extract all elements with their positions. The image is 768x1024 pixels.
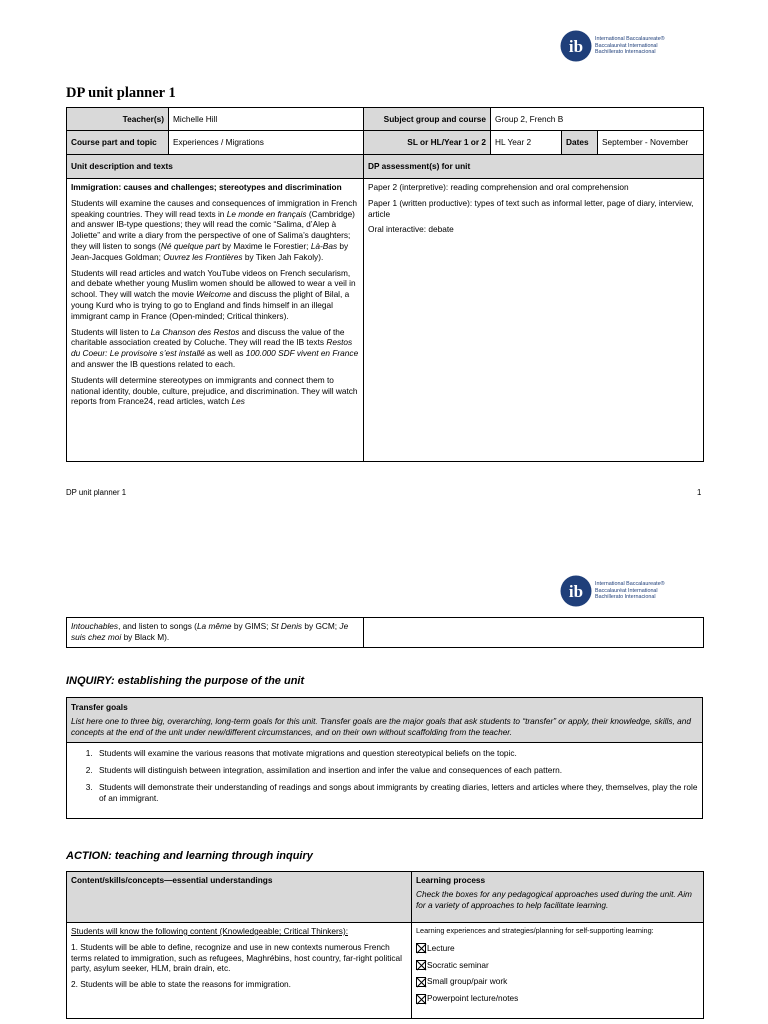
level-value: HL Year 2 — [491, 131, 562, 155]
checkbox-lecture[interactable]: Lecture — [416, 943, 699, 954]
action-heading: ACTION: teaching and learning through inquiry — [66, 850, 313, 862]
know-heading: Students will know the following content (Knowledgeable; Critical Thinkers): — [71, 926, 349, 936]
logo-line: Bachillerato Internacional — [595, 594, 656, 601]
checked-checkbox-icon[interactable] — [416, 994, 426, 1004]
unit-paragraph: Students will read articles and watch YouTube videos on French secularism, and debate whether young Muslim women should be allowed to wear a veil in school. They will watch the movie Welcome and discuss the plight of Bilal, a young Kurd who is trying to go to England and finds himself in an illegal immigrant camp in France (Open-minded; Critical thinkers). — [71, 267, 356, 321]
teacher-value: Michelle Hill — [169, 108, 364, 131]
transfer-goals-label: Transfer goals — [71, 702, 128, 712]
checkbox-socratic-seminar[interactable]: Socratic seminar — [416, 960, 699, 971]
ib-logo-icon — [560, 30, 592, 62]
unit-paragraph: Students will listen to La Chanson des Restos and discuss the value of the charitable association created by Coluche. They will read the IB texts Restos du Coeur: Le provisoire s’est installé as well as 100.000 SDF vivent en France and answer the IB questions related to each. — [71, 326, 359, 369]
list-item: 1. Students will be able to define, recognize and use in new contexts numerous French terms related to immigration, such as refugees, Maghrébins, host country, far-right political party, asylum seeker, HLM, brain drain, etc. — [71, 941, 402, 974]
page-title: DP unit planner 1 — [66, 85, 176, 101]
checked-checkbox-icon[interactable] — [416, 977, 426, 987]
checked-checkbox-icon[interactable] — [416, 960, 426, 970]
unit-planner-table-continued — [66, 617, 704, 648]
course-value: Experiences / Migrations — [169, 131, 364, 155]
list-item: 3. Students will demonstrate their understanding of readings and songs about immigrants by creating diaries, letters and articles where they, themselves, play the role of an immigrant. — [95, 782, 698, 804]
teacher-label: Teacher(s) — [67, 108, 169, 131]
learning-process-label: Learning process — [416, 875, 486, 885]
assessment-item: Paper 2 (interpretive): reading comprehension and oral comprehension — [368, 182, 629, 192]
unit-heading: Immigration: causes and challenges; stereotypes and discrimination — [71, 182, 342, 192]
transfer-goals-table — [66, 697, 703, 819]
list-item: 1. Students will examine the various reasons that motivate migrations and question stereotypical beliefs on the topic. — [95, 748, 698, 759]
content-label: Content/skills/concepts—essential understandings — [67, 872, 412, 923]
unit-paragraph: Students will determine stereotypes on immigrants and connect them to national identity, double, culture, prejudice, and discrimination. They will watch reports from France24, read articles, watch Les — [71, 374, 358, 407]
action-table — [66, 871, 704, 1019]
logo-line: International Baccalaureate® — [595, 581, 665, 588]
transfer-goals-header — [67, 698, 703, 743]
checkbox-powerpoint[interactable]: Powerpoint lecture/notes — [416, 993, 699, 1004]
list-item: 2. Students will be able to state the reasons for immigration. — [71, 979, 291, 990]
learning-process-description: Check the boxes for any pedagogical approaches used during the unit. Aim for a variety of approaches to help facilitate learning. — [416, 888, 692, 910]
unit-description-label: Unit description and texts — [67, 155, 364, 179]
unit-paragraph: Students will examine the causes and consequences of immigration in French speaking countries. They will read texts in Le monde en français (Cambridge) and answer IB-type questions; they will read the comic “Salima, d’Alep à Joliette” and write a diary from the perspective of one of Salima’s daughters; they will listen to songs (Né quelque part by Maxime le Forestier; Là-Bas by Jean-Jacques Goldman; Ouvrez les Frontières by Tiken Jah Fakoly). — [71, 197, 357, 262]
content-cell — [67, 923, 412, 1019]
subject-value: Group 2, French B — [491, 108, 704, 131]
logo-glyph: ib — [568, 37, 584, 56]
assessment-continued — [364, 618, 704, 648]
list-item: 2. Students will distinguish between integration, assimilation and insertion and infer the value and consequences of each pattern. — [95, 765, 698, 776]
page-number: 1 — [697, 488, 702, 497]
level-label: SL or HL/Year 1 or 2 — [364, 131, 491, 155]
assessment-label: DP assessment(s) for unit — [364, 155, 704, 179]
dates-label: Dates — [562, 131, 598, 155]
learning-experiences-heading: Learning experiences and strategies/planning for self-supporting learning: — [416, 926, 654, 935]
ib-logo — [560, 30, 665, 62]
transfer-goals-list-cell — [67, 743, 703, 819]
learning-process-cell — [412, 923, 704, 1019]
inquiry-heading: INQUIRY: establishing the purpose of the unit — [66, 675, 305, 687]
unit-planner-table — [66, 107, 704, 462]
learning-process-header — [412, 872, 704, 923]
subject-label: Subject group and course — [364, 108, 491, 131]
assessment-item: Oral interactive: debate — [368, 224, 454, 235]
transfer-goals-description: List here one to three big, overarching, long-term goals for this unit. Transfer goals are the major goals that ask students to “transfer” or apply, their knowledge, skills, and concepts at the end of the unit under new/different circumstances, and on their own without scaffolding from the teacher. — [71, 715, 691, 737]
unit-description-cell — [67, 179, 364, 462]
checkbox-small-group[interactable]: Small group/pair work — [416, 976, 699, 987]
assessment-item: Paper 1 (written productive): types of text such as informal letter, page of diary, interview, article — [368, 197, 694, 219]
logo-line: Baccalauréat International — [595, 42, 658, 49]
unit-description-continued: Intouchables, and listen to songs (La même by GIMS; St Denis by GCM; Je suis chez moi by Black M). — [67, 618, 364, 648]
ib-logo-icon — [560, 575, 592, 607]
ib-logo — [560, 575, 665, 607]
dates-value: September - November — [598, 131, 704, 155]
logo-glyph: ib — [568, 582, 584, 601]
assessment-cell — [364, 179, 704, 462]
logo-line: Baccalauréat International — [595, 587, 658, 594]
logo-line: Bachillerato Internacional — [595, 49, 656, 56]
transfer-goals-list — [77, 748, 698, 803]
checked-checkbox-icon[interactable] — [416, 943, 426, 953]
logo-line: International Baccalaureate® — [595, 36, 665, 43]
footer-title: DP unit planner 1 — [66, 488, 127, 497]
course-label: Course part and topic — [67, 131, 169, 155]
